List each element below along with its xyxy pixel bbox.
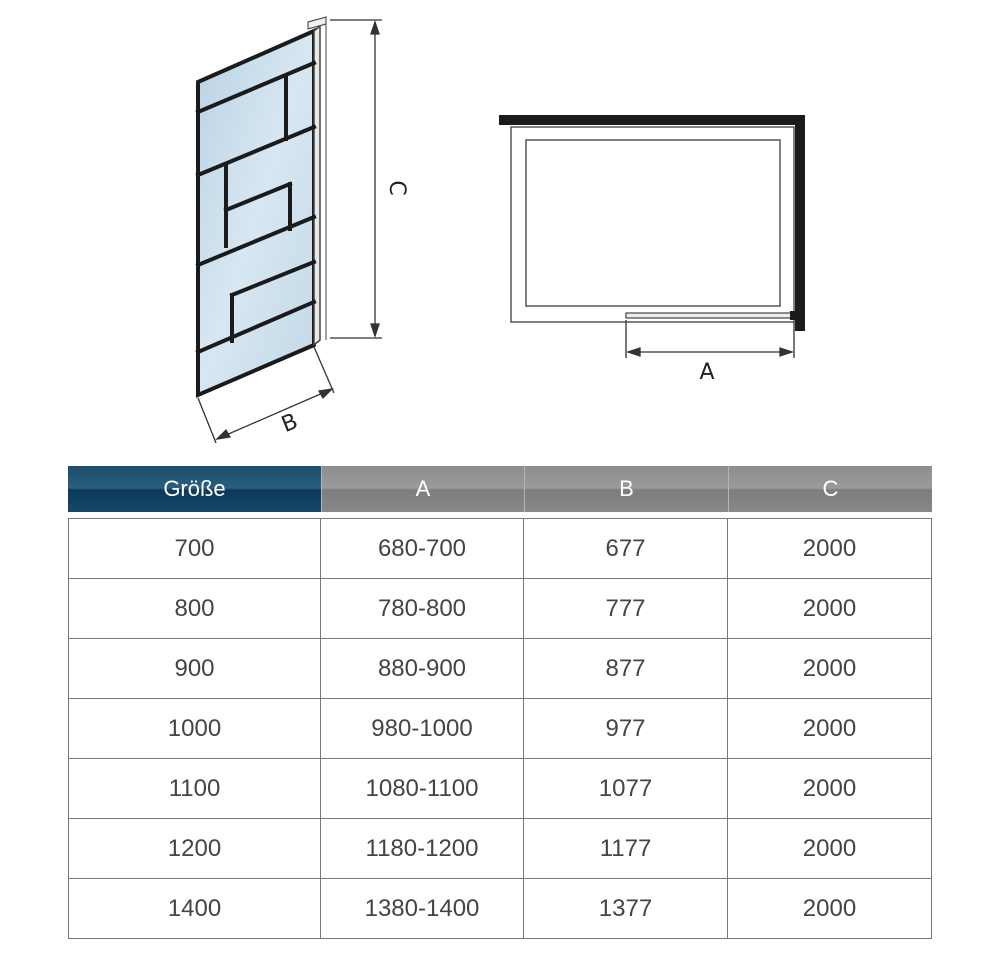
wall-profile-top xyxy=(308,17,326,29)
table-row xyxy=(68,639,932,699)
size-table xyxy=(68,466,932,939)
plan-wall-bracket xyxy=(790,311,802,320)
dimension-c xyxy=(330,20,382,338)
header-a: A xyxy=(321,466,524,512)
cell-c: 2000 xyxy=(728,759,932,819)
cell-size: 1000 xyxy=(68,699,321,759)
plan-glass-panel xyxy=(626,313,794,318)
cell-size: 1200 xyxy=(68,819,321,879)
cell-size: 1400 xyxy=(68,879,321,939)
cell-a: 680-700 xyxy=(321,518,524,579)
header-c: C xyxy=(728,466,932,512)
cell-a: 1080-1100 xyxy=(321,759,524,819)
cell-c: 2000 xyxy=(728,819,932,879)
glass-panel xyxy=(198,17,409,443)
cell-b: 977 xyxy=(524,699,728,759)
cell-a: 980-1000 xyxy=(321,699,524,759)
cell-c: 2000 xyxy=(728,639,932,699)
shower-tray-inner xyxy=(526,140,780,306)
cell-c: 2000 xyxy=(728,699,932,759)
side-wall xyxy=(795,115,805,331)
cell-b: 777 xyxy=(524,579,728,639)
table-row xyxy=(68,879,932,939)
cell-size: 900 xyxy=(68,639,321,699)
cell-a: 880-900 xyxy=(321,639,524,699)
table-row xyxy=(68,759,932,819)
label-c: C xyxy=(384,180,409,196)
cell-b: 877 xyxy=(524,639,728,699)
cell-a: 780-800 xyxy=(321,579,524,639)
floor-plan xyxy=(499,115,805,385)
table-row xyxy=(68,819,932,879)
cell-size: 700 xyxy=(68,518,321,579)
label-a: A xyxy=(699,360,715,385)
cell-c: 2000 xyxy=(728,879,932,939)
table-header-row xyxy=(68,466,932,512)
table-row xyxy=(68,699,932,759)
wall-profile xyxy=(314,26,320,345)
dimension-a xyxy=(626,320,794,358)
table-row xyxy=(68,518,932,579)
shower-panel-diagram xyxy=(0,0,1000,460)
cell-c: 2000 xyxy=(728,579,932,639)
back-wall xyxy=(499,115,805,125)
cell-c: 2000 xyxy=(728,518,932,579)
label-b: B xyxy=(278,409,302,438)
table-row xyxy=(68,579,932,639)
cell-a: 1180-1200 xyxy=(321,819,524,879)
cell-b: 1177 xyxy=(524,819,728,879)
cell-size: 800 xyxy=(68,579,321,639)
cell-b: 1377 xyxy=(524,879,728,939)
header-size: Größe xyxy=(68,466,321,512)
cell-size: 1100 xyxy=(68,759,321,819)
cell-a: 1380-1400 xyxy=(321,879,524,939)
cell-b: 677 xyxy=(524,518,728,579)
cell-b: 1077 xyxy=(524,759,728,819)
header-b: B xyxy=(524,466,728,512)
